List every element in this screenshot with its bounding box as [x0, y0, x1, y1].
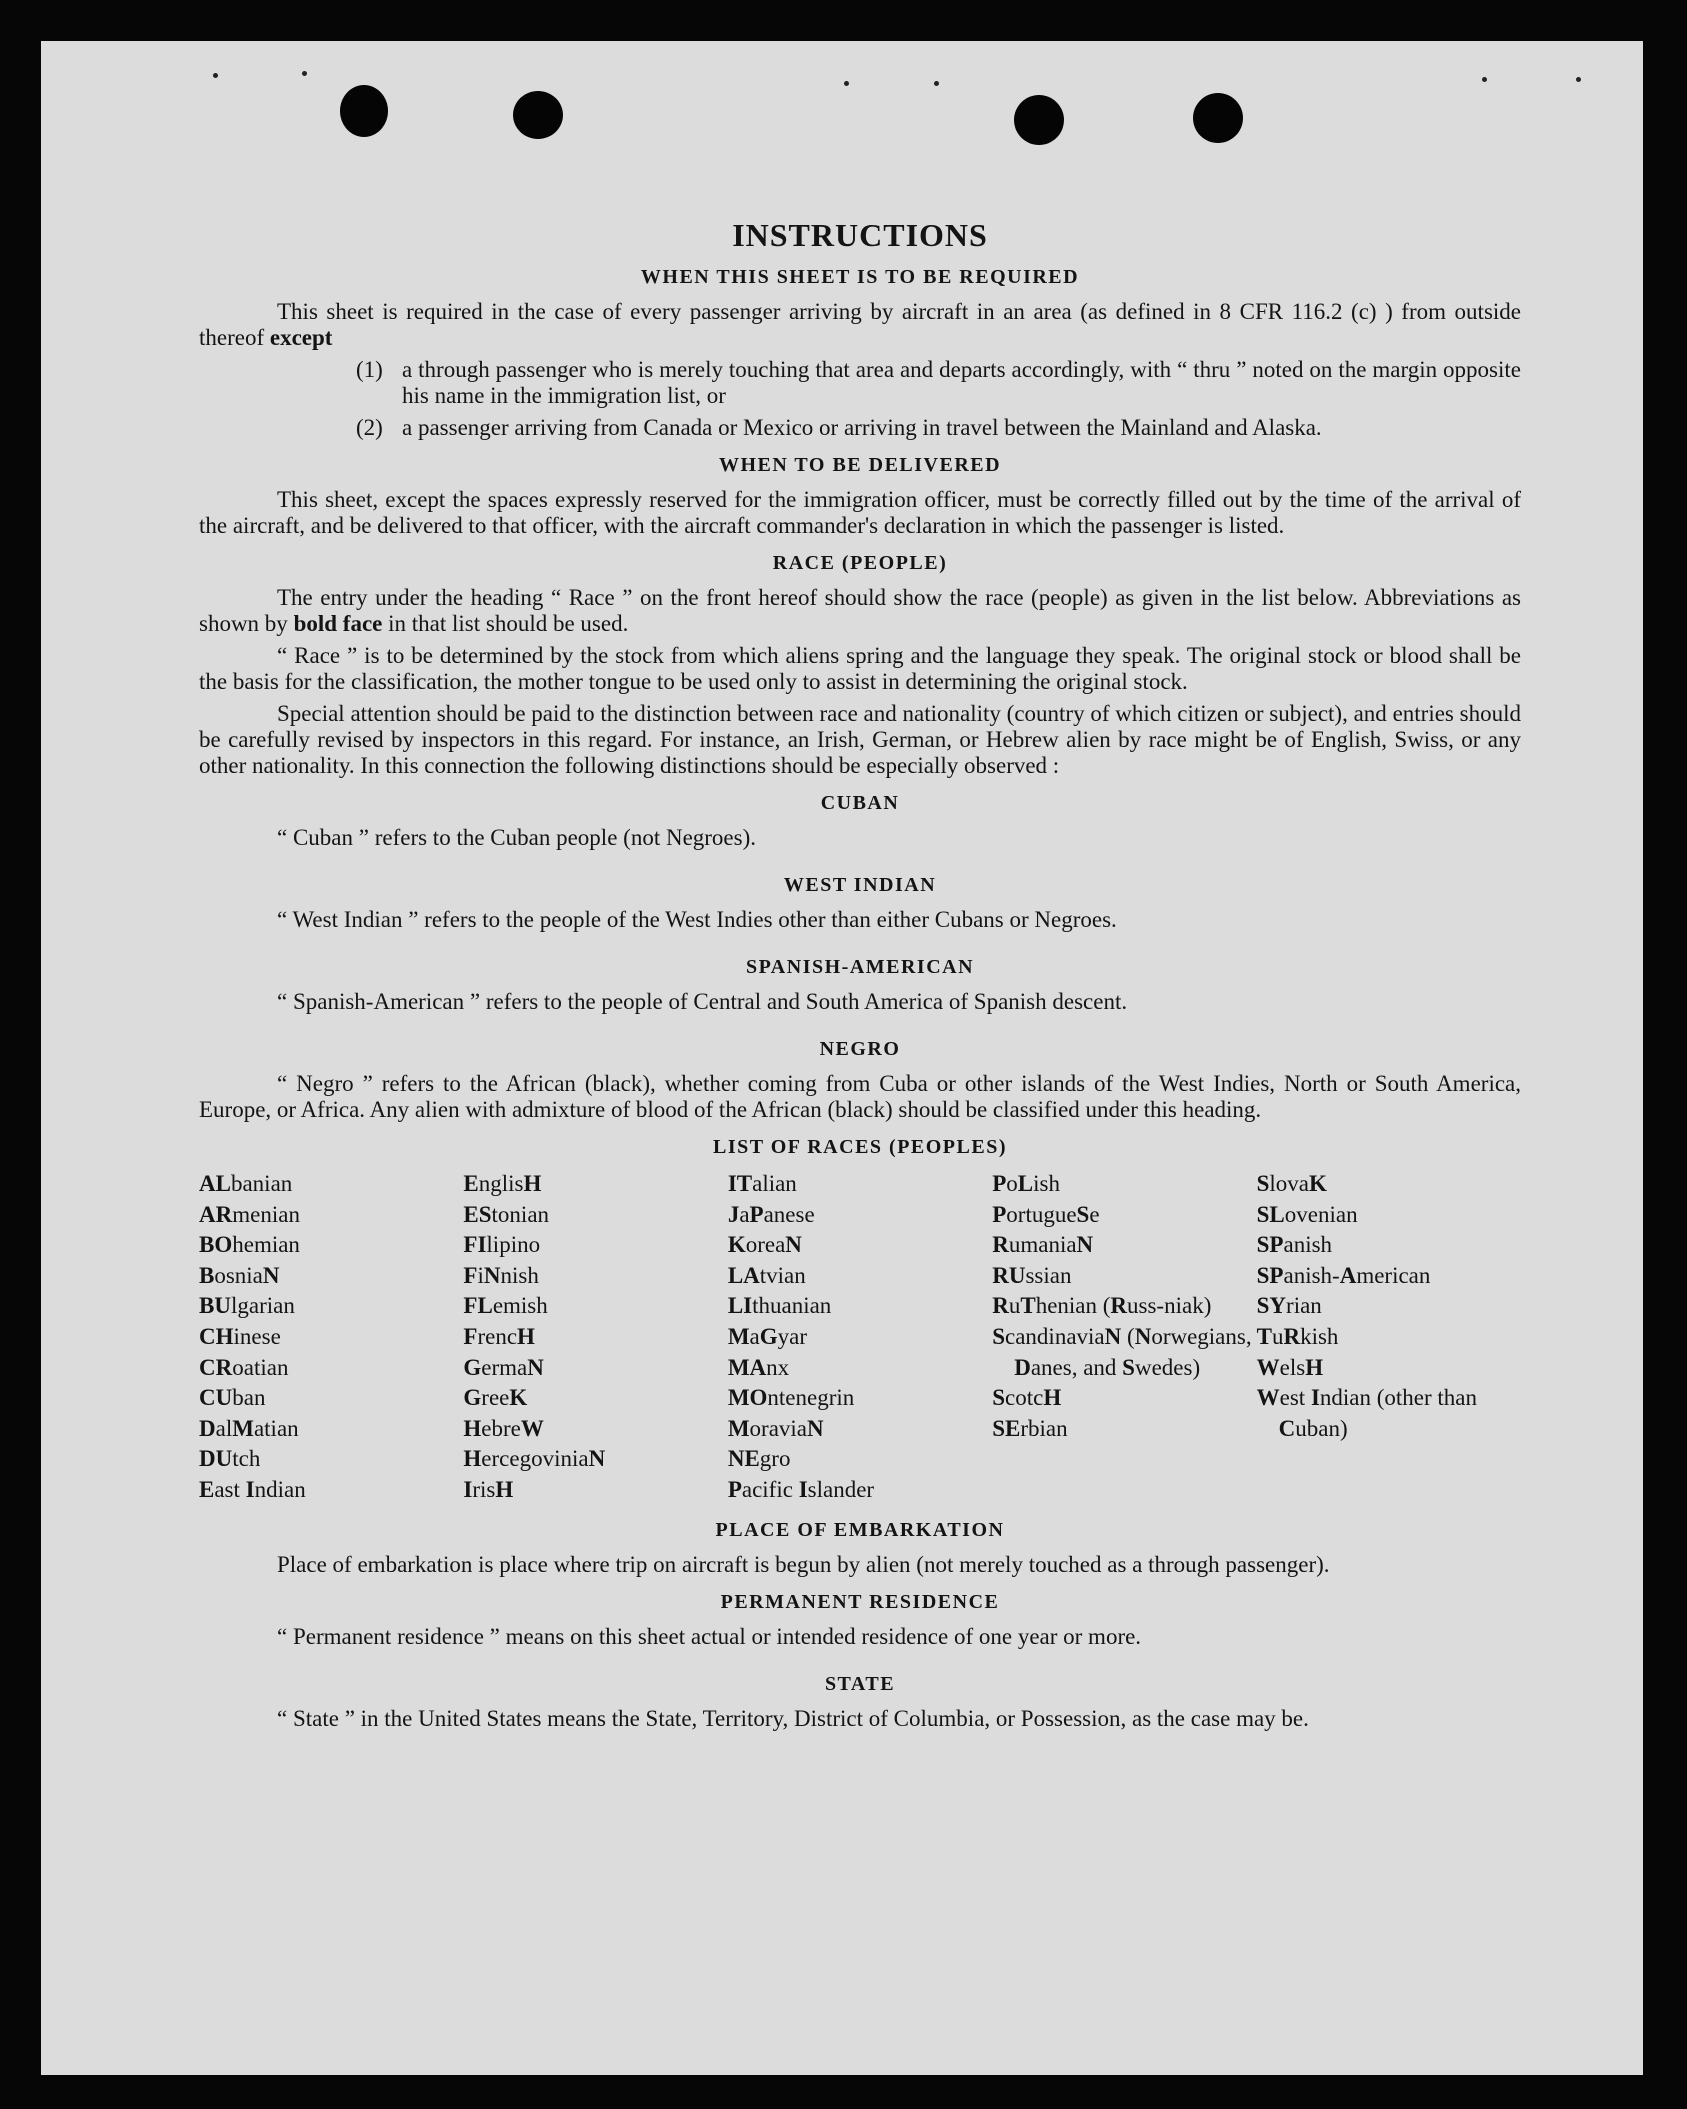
- exception-item-2: (2) a passenger arriving from Canada or Mexico or arriving in travel between the Mainland and Alaska.: [356, 415, 1322, 440]
- cuban-text: “ Cuban ” refers to the Cuban people (not Negroes).: [277, 825, 757, 850]
- residence-heading: PERMANENT RESIDENCE: [720, 1590, 1000, 1613]
- page-title: INSTRUCTIONS: [732, 217, 988, 253]
- race-entry: IrisH: [463, 1476, 514, 1502]
- races-column-1: [199, 1169, 463, 1506]
- spanish-american-heading: SPANISH-AMERICAN: [745, 956, 975, 978]
- race-entry: PortugueSe: [992, 1201, 1100, 1227]
- race-entry: East Indian: [199, 1476, 306, 1502]
- speck: [213, 73, 218, 78]
- race-entry: DalMatian: [199, 1415, 299, 1441]
- races-list: [199, 1169, 1521, 1506]
- speck: [844, 81, 849, 86]
- embarkation-text: Place of embarkation is place where trip on aircraft is begun by alien (not merely touched as a through passenger).: [277, 1551, 1330, 1577]
- race-entry: SYrian: [1256, 1293, 1322, 1319]
- race-entry: FrencH: [463, 1323, 535, 1349]
- race-entry: MaGyar: [727, 1323, 808, 1349]
- punch-hole-3: [1014, 95, 1064, 145]
- race-entry: PoLish: [992, 1171, 1060, 1196]
- when-required-heading: WHEN THIS SHEET IS TO BE REQUIRED: [640, 266, 1080, 288]
- race-entry: MOntenegrin: [727, 1385, 855, 1411]
- race-entry: ScotcH: [992, 1385, 1062, 1411]
- race-entry: HercegoviniaN: [463, 1446, 606, 1472]
- race-entry: NEgro: [727, 1446, 791, 1472]
- race-entry: ScandinaviaN (Norwegians, Danes, and Swedes): [992, 1323, 1252, 1380]
- when-delivered-text: This sheet, except the spaces expressly reserved for the immigration officer, must be correctly filled out by the time of the arrival of the aircraft, and be delivered to that officer, with the aircraft commander's declaration in which the passenger is listed.: [199, 487, 1521, 538]
- race-entry: WelsH: [1256, 1354, 1324, 1380]
- race-entry: CRoatian: [199, 1354, 289, 1380]
- races-column-4: [992, 1169, 1256, 1506]
- race-entry: GermaN: [463, 1354, 544, 1380]
- instructions-body: [199, 175, 1521, 1738]
- race-paragraph-3: Special attention should be paid to the distinction between race and nationality (country of which citizen or subject), and entries should be carefully revised by inspectors in this regard. For instance, an Irish, German, or Hebrew alien by race might be of English, Swiss, or any other nationality. In this connection the following distinctions should be especially observed :: [199, 701, 1521, 778]
- race-heading: RACE (PEOPLE): [772, 552, 948, 574]
- speck: [1482, 77, 1487, 82]
- race-entry: LAtvian: [727, 1262, 806, 1288]
- document-page: [41, 41, 1643, 2075]
- list-of-races-heading: LIST OF RACES (PEOPLES): [712, 1136, 1007, 1158]
- race-entry: West Indian (other than Cuban): [1256, 1385, 1478, 1441]
- race-entry: MAnx: [727, 1354, 790, 1380]
- race-entry: RUssian: [992, 1262, 1072, 1288]
- state-heading: STATE: [824, 1672, 896, 1695]
- cuban-heading: CUBAN: [820, 792, 900, 814]
- race-entry: BUlgarian: [199, 1293, 295, 1319]
- residence-text: “ Permanent residence ” means on this sheet actual or intended residence of one year or more.: [277, 1623, 1142, 1649]
- race-entry: SErbian: [992, 1415, 1068, 1441]
- when-required-intro: This sheet is required in the case of every passenger arriving by aircraft in an area (as defined in 8 CFR 116.2 (c) ) from outside thereof except: [199, 299, 1521, 350]
- race-entry: LIthuanian: [727, 1293, 832, 1319]
- when-delivered-heading: WHEN TO BE DELIVERED: [718, 454, 1002, 476]
- state-text: “ State ” in the United States means the State, Territory, District of Columbia, or Possession, as the case may be.: [277, 1705, 1309, 1731]
- race-entry: CHinese: [199, 1323, 281, 1349]
- race-entry: BosniaN: [199, 1262, 280, 1288]
- speck: [1576, 77, 1581, 82]
- race-entry: FLemish: [463, 1293, 548, 1319]
- race-entry: MoraviaN: [727, 1415, 824, 1441]
- punch-hole-4: [1193, 93, 1243, 143]
- races-column-3: [728, 1169, 992, 1506]
- race-entry: ITalian: [727, 1171, 797, 1196]
- race-entry: FiNnish: [463, 1262, 539, 1288]
- punch-hole-1: [340, 85, 388, 137]
- race-paragraph-2: “ Race ” is to be determined by the stock from which aliens spring and the language they speak. The original stock or blood shall be the basis for the classification, the mother tongue to be used only to assist in determining the original stock.: [199, 643, 1521, 694]
- race-entry: SLovenian: [1256, 1201, 1358, 1227]
- west-indian-heading: WEST INDIAN: [783, 874, 937, 896]
- race-entry: CUban: [199, 1385, 266, 1411]
- punch-hole-2: [513, 91, 563, 139]
- race-entry: EStonian: [463, 1201, 550, 1227]
- race-entry: TuRkish: [1256, 1323, 1339, 1349]
- negro-heading: NEGRO: [819, 1038, 901, 1060]
- race-entry: FIlipino: [463, 1232, 541, 1258]
- race-entry: DUtch: [199, 1446, 261, 1472]
- race-entry: SPanish-American: [1256, 1262, 1431, 1288]
- race-entry: SPanish: [1256, 1232, 1333, 1258]
- exception-item-1: (1) a through passenger who is merely touching that area and departs accordingly, with “ thru ” noted on the margin opposite his name in the immigration list, or: [356, 357, 1521, 408]
- race-entry: JaPanese: [727, 1201, 815, 1227]
- race-entry: ARmenian: [199, 1201, 300, 1227]
- west-indian-text: “ West Indian ” refers to the people of the West Indies other than either Cubans or Negroes.: [277, 907, 1117, 932]
- race-paragraph-1: The entry under the heading “ Race ” on the front hereof should show the race (people) as given in the list below. Abbreviations as shown by bold face in that list should be used.: [199, 585, 1521, 636]
- speck: [934, 81, 939, 86]
- race-entry: HebreW: [463, 1415, 544, 1441]
- race-entry: GreeK: [463, 1385, 528, 1411]
- race-entry: KoreaN: [727, 1232, 802, 1258]
- race-entry: RumaniaN: [992, 1232, 1094, 1258]
- spanish-american-text: “ Spanish-American ” refers to the people of Central and South America of Spanish descent.: [277, 989, 1128, 1014]
- negro-text: “ Negro ” refers to the African (black), whether coming from Cuba or other islands of the West Indies, North or South America, Europe, or Africa. Any alien with admixture of blood of the African (black) should be classified under this heading.: [199, 1071, 1521, 1122]
- race-entry: Pacific Islander: [727, 1476, 875, 1502]
- race-entry: SlovaK: [1256, 1171, 1327, 1196]
- race-entry: BOhemian: [199, 1232, 300, 1258]
- embarkation-heading: PLACE OF EMBARKATION: [715, 1518, 1005, 1541]
- race-entry: ALbanian: [199, 1171, 293, 1196]
- speck: [302, 71, 307, 76]
- race-entry: EnglisH: [463, 1171, 542, 1196]
- races-column-2: [463, 1169, 727, 1506]
- race-entry: RuThenian (Russ-niak): [992, 1293, 1212, 1319]
- races-column-5: [1257, 1169, 1521, 1506]
